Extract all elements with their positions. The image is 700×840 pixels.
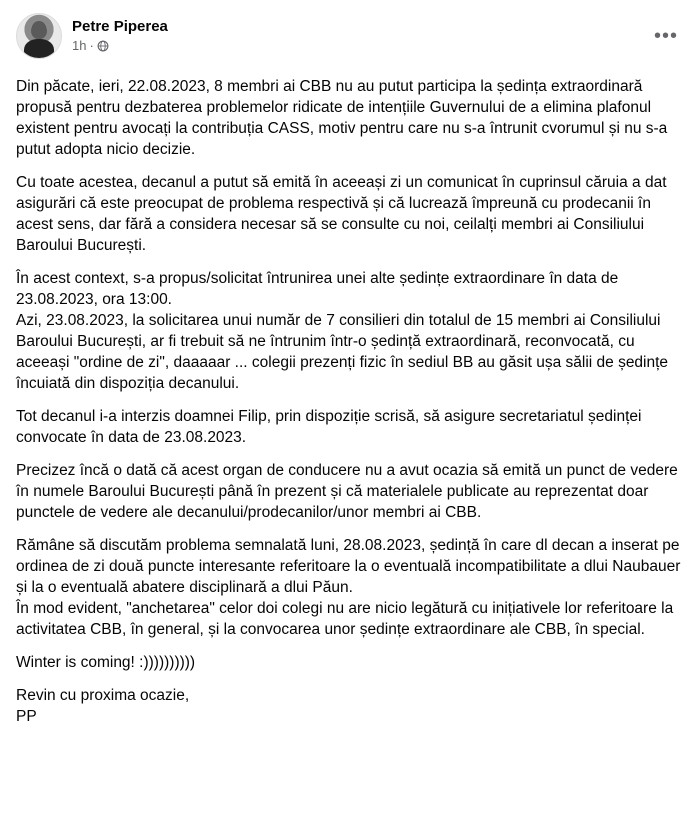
post-time[interactable]: 1h: [72, 38, 87, 53]
post-text: [16, 76, 686, 739]
author-avatar[interactable]: [16, 13, 62, 59]
post-header: [16, 12, 168, 60]
globe-icon[interactable]: [97, 40, 109, 52]
meta-separator: ·: [89, 38, 94, 53]
post-paragraph: Revin cu proxima ocazie, PP: [16, 687, 190, 725]
post-paragraph: Rămâne să discutăm problema semnalată luni, 28.08.2023, ședință în care dl decan a inserat pe ordinea de zi două puncte interesante referitoare la o eventuală incompatibilitate a dlui Naubauer și la o eventuală abatere disciplinară a dlui Păun. În mod evident, "anchetarea" celor doi colegi nu are nicio legătură cu inițiativele lor referitoare la activitatea CBB, în general, și la convocarea unor ședințe extraordinare ale CBB, în special.: [16, 537, 681, 638]
post-paragraph: Din păcate, ieri, 22.08.2023, 8 membri ai CBB nu au putut participa la ședința extraordinară propusă pentru dezbaterea problemelor ridicate de intențiile Guvernului de a elimina plafonul existent pentru avocați la contribuția CASS, motiv pentru care nu s-a întrunit cvorumul și nu s-a putut adopta nicio decizie.: [16, 78, 668, 158]
post-meta: [72, 17, 168, 55]
avatar-head: [31, 21, 47, 39]
post-paragraph: Tot decanul i-a interzis doamnei Filip, prin dispoziție scrisă, să asigure secretariatul ședinței convocate în data de 23.08.2023.: [16, 408, 642, 446]
post-subline: [72, 37, 168, 55]
avatar-body: [24, 39, 54, 59]
post-paragraph: Precizez încă o dată că acest organ de conducere nu a avut ocazia să emită un punct de vedere în numele Baroului București până în prezent și că materialele publicate au reprezentat doar punctele de vedere ale decanului/prodecanilor/unor membri ai CBB.: [16, 462, 678, 521]
more-options-icon[interactable]: •••: [653, 24, 678, 47]
post-paragraph: Cu toate acestea, decanul a putut să emită în aceeași zi un comunicat în cuprinsul căruia a dat asigurări că este preocupat de problema respectivă și că lucrează împreună cu prodecanii în acest sens, dar fără a considera necesar să se consulte cu noi, ceilalți membri ai Consiliului Baroului București.: [16, 174, 667, 254]
post-paragraph: În acest context, s-a propus/solicitat întrunirea unei alte ședințe extraordinare în data de 23.08.2023, ora 13:00. Azi, 23.08.2023, la solicitarea unui număr de 7 consilieri din totalul de 15 membri ai Consiliului Baroului București, ar fi trebuit să ne întrunim într-o ședință extraordinară, reconvocată, cu aceeași "ordine de zi", daaaaar ... colegii prezenți fizic în sediul BB au găsit ușa sălii de ședințe încuiată din dispoziția decanului.: [16, 270, 669, 392]
post-paragraph: Winter is coming! :)))))))))): [16, 654, 196, 671]
author-name[interactable]: Petre Piperea: [72, 18, 168, 35]
